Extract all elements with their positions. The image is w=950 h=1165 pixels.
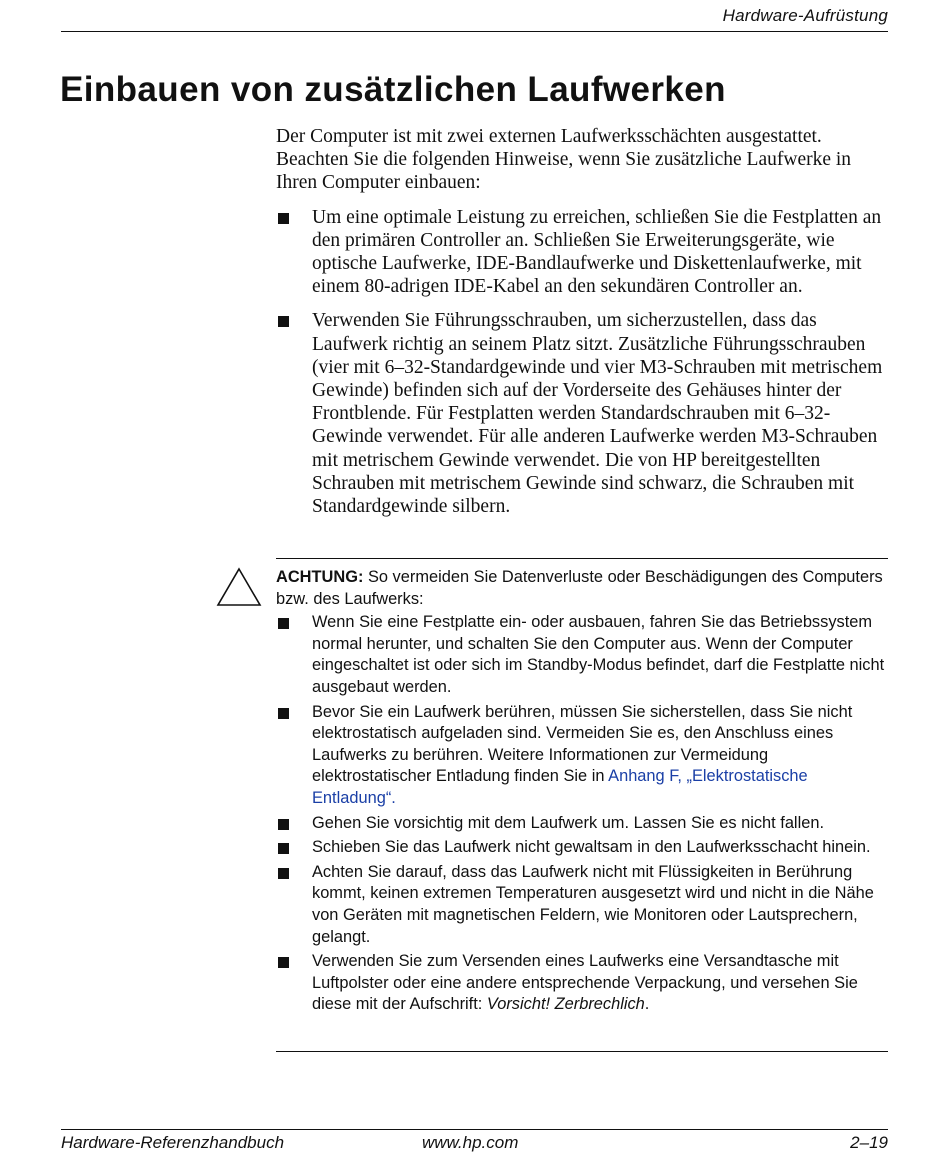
- bullet-text: Verwenden Sie Führungsschrauben, um sicherzustellen, dass das Laufwerk richtig an seinem Platz sitzt. Zusätzliche Führungsschrauben (vier mit 6–32-Standardgewinde und vier M3-Schrauben mit metrischem Gewinde) befinden sich auf der Vorderseite des Gehäuses hinter der Frontblende. Für Festplatten werden Standardschrauben mit 6–32-Gewinde verwendet. Für alle anderen Laufwerke werden M3-Schrauben mit metrischem Gewinde verwendet. Die von HP bereitgestellten Schrauben mit metrischem Gewinde sind schwarz, die Schrauben mit Standardgewinde silbern.: [312, 310, 883, 518]
- list-item: [276, 813, 888, 835]
- link-period: .: [391, 788, 396, 807]
- footer-manual-title: Hardware-Referenzhandbuch: [61, 1133, 285, 1152]
- list-item: [276, 951, 888, 1016]
- list-item: [276, 612, 888, 698]
- list-item: [276, 702, 888, 810]
- bullet-square-icon: [278, 213, 289, 224]
- bullet-square-icon: [278, 708, 289, 719]
- list-item: [276, 206, 894, 299]
- caution-box: [276, 558, 888, 1019]
- fragile-label: Vorsicht! Zerbrechlich: [486, 995, 645, 1014]
- bullet-text: Bevor Sie ein Laufwerk berühren, müssen Sie sicherstellen, dass Sie nicht elektrostatisch aufgeladen sind. Vermeiden Sie es, den Anschluss eines Laufwerks zu berühren. Weitere Informationen zur Vermeidung elektrostatischer Entladung finden Sie in: [312, 702, 853, 786]
- list-item: [276, 309, 894, 518]
- bullet-square-icon: [278, 957, 289, 968]
- bullet-text: Achten Sie darauf, dass das Laufwerk nicht mit Flüssigkeiten in Berührung kommt, keinen extremen Temperaturen ausgesetzt wird und nicht in die Nähe von Geräten mit magnetischen Feldern, wie Monitoren oder Lautsprechern, gelangt.: [312, 862, 874, 946]
- footer-website: www.hp.com: [422, 1133, 519, 1152]
- page-title: Einbauen von zusätzlichen Laufwerken: [60, 70, 726, 109]
- caution-triangle-icon: [216, 567, 262, 607]
- bullet-text: Wenn Sie eine Festplatte ein- oder ausbauen, fahren Sie das Betriebssystem normal herunter, und schalten Sie den Computer aus. Wenn der Computer eingeschaltet ist oder sich im Standby-Modus befindet, darf die Festplatte nicht ausgebaut werden.: [312, 613, 885, 696]
- caution-label: ACHTUNG:: [276, 568, 364, 586]
- bullet-text: Verwenden Sie zum Versenden eines Laufwerks eine Versandtasche mit Luftpolster oder eine andere entsprechende Verpackung, und versehen Sie diese mit der Aufschrift:: [312, 952, 858, 1014]
- bullet-square-icon: [278, 316, 289, 327]
- sentence-period: .: [644, 995, 650, 1014]
- appendix-f-link[interactable]: Anhang F, „Elektrostatische Entladung“: [312, 767, 808, 807]
- list-item: [276, 837, 888, 859]
- caution-bottom-rule: [276, 1051, 888, 1052]
- list-item: [276, 862, 888, 948]
- caution-bullet-list: [276, 612, 888, 1016]
- intro-paragraph: Der Computer ist mit zwei externen Laufwerksschächten ausgestattet. Beachten Sie die folgenden Hinweise, wenn Sie zusätzliche Laufwerke in Ihren Computer einbauen:: [276, 126, 852, 194]
- footer-page-number: 2–19: [850, 1133, 888, 1152]
- caution-intro-text: So vermeiden Sie Datenverluste oder Beschädigungen des Computers bzw. des Laufwerks:: [276, 568, 883, 608]
- bullet-text: Schieben Sie das Laufwerk nicht gewaltsam in den Laufwerksschacht hinein.: [312, 838, 871, 857]
- footer-rule: [61, 1129, 888, 1130]
- header-rule: [61, 31, 888, 32]
- bullet-square-icon: [278, 618, 289, 629]
- body-column: [276, 125, 894, 529]
- main-bullet-list: [276, 206, 894, 519]
- bullet-text: Um eine optimale Leistung zu erreichen, schließen Sie die Festplatten an den primären Controller an. Schließen Sie Erweiterungsgeräte, wie optische Laufwerke, IDE-Bandlaufwerke und Diskettenlaufwerke, mit einem 80-adrigen IDE-Kabel an den sekundären Controller an.: [312, 206, 882, 298]
- bullet-square-icon: [278, 843, 289, 854]
- bullet-square-icon: [278, 819, 289, 830]
- running-header: Hardware-Aufrüstung: [722, 6, 888, 25]
- caution-intro: [276, 567, 888, 610]
- bullet-text: Gehen Sie vorsichtig mit dem Laufwerk um. Lassen Sie es nicht fallen.: [312, 813, 824, 832]
- bullet-square-icon: [278, 868, 289, 879]
